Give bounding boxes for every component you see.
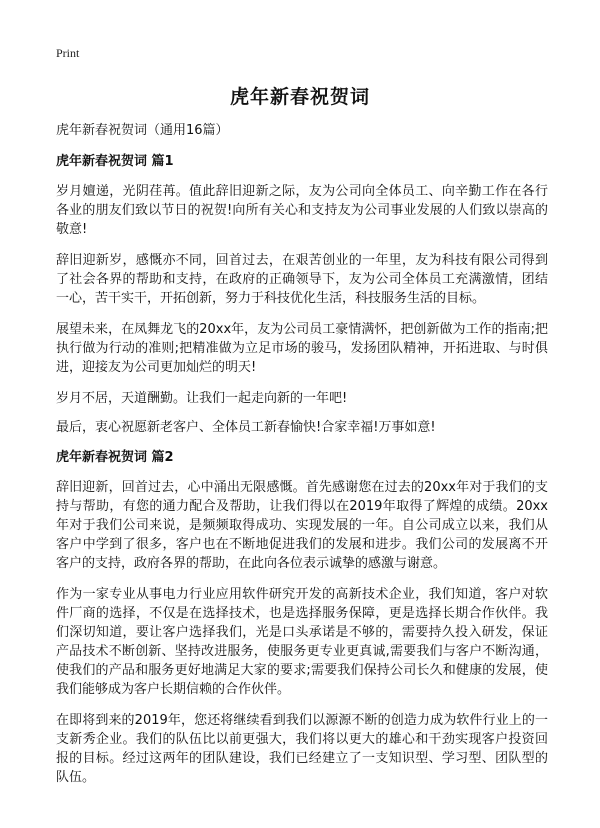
paragraph: 岁月不居，天道酬勤。让我们一起走向新的一年吧! [56,391,348,406]
section-heading-1: 虎年新春祝贺词 篇1 [56,154,174,169]
section-heading-2: 虎年新春祝贺词 篇2 [56,450,174,465]
print-link[interactable]: Print [56,46,80,60]
paragraph: 展望未来，在凤舞龙飞的20xx年，友为公司员工豪情满怀，把创新做为工作的指南;把执行做为行动的准则;把精准做为立足市场的骏马，发扬团队精神，开拓进取、与时俱进，迎接友为公司更加灿烂的明天! [56,322,548,375]
paragraph: 岁月嬗递，光阴荏苒。值此辞旧迎新之际，友为公司向全体员工、向辛勤工作在各行各业的朋友们致以节日的祝贺!向所有关心和支持友为公司事业发展的人们致以崇高的敬意! [56,184,548,237]
paragraph: 在即将到来的2019年，您还将继续看到我们以源源不断的创造力成为软件行业上的一支新秀企业。我们的队伍比以前更强大，我们将以更大的雄心和干劲实现客户投资回报的目标。经过这两年的团队建设，我们已经建立了一支知识型、学习型、团队型的队伍。 [56,713,548,785]
paragraph: 最后，衷心祝愿新老客户、全体员工新春愉快!合家幸福!万事如意! [56,420,436,435]
document-subtitle: 虎年新春祝贺词（通用16篇） [56,123,229,138]
paragraph: 辞旧迎新，回首过去，心中涌出无限感慨。首先感谢您在过去的20xx年对于我们的支持与帮助，有您的通力配合及帮助，让我们得以在2019年取得了辉煌的成绩。20xx年对于我们公司来说，是频频取得成功、实现发展的一年。自公司成立以来，我们从客户中学到了很多，客户也在不断地促进我们的发展和进步。我们公司的发展离不开客户的支持，政府各界的帮助，在此向各位表示诚挚的感激与谢意。 [56,480,548,571]
document-body [56,122,548,799]
page-title: 虎年新春祝贺词 [229,86,370,108]
paragraph: 辞旧迎新岁，感慨亦不同，回首过去，在艰苦创业的一年里，友为科技有限公司得到了社会各界的帮助和支持，在政府的正确领导下，友为公司全体员工充满激情，团结一心，苦干实干，开拓创新，努力于科技优化生活，科技服务生活的目标。 [56,253,548,306]
paragraph: 作为一家专业从事电力行业应用软件研究开发的高新技术企业，我们知道，客户对软件厂商的选择，不仅是在选择技术，也是选择服务保障，更是选择长期合作伙伴。我们深切知道，要让客户选择我们，光是口头承诺是不够的，需要持久投入研发，保证产品技术不断创新、坚持改进服务，使服务更专业更真诚,需要我们与客户不断沟通，使我们的产品和服务更好地满足大家的要求;需要我们保持公司长久和健康的发展，使我们能够成为客户长期信赖的合作伙伴。 [56,587,548,697]
